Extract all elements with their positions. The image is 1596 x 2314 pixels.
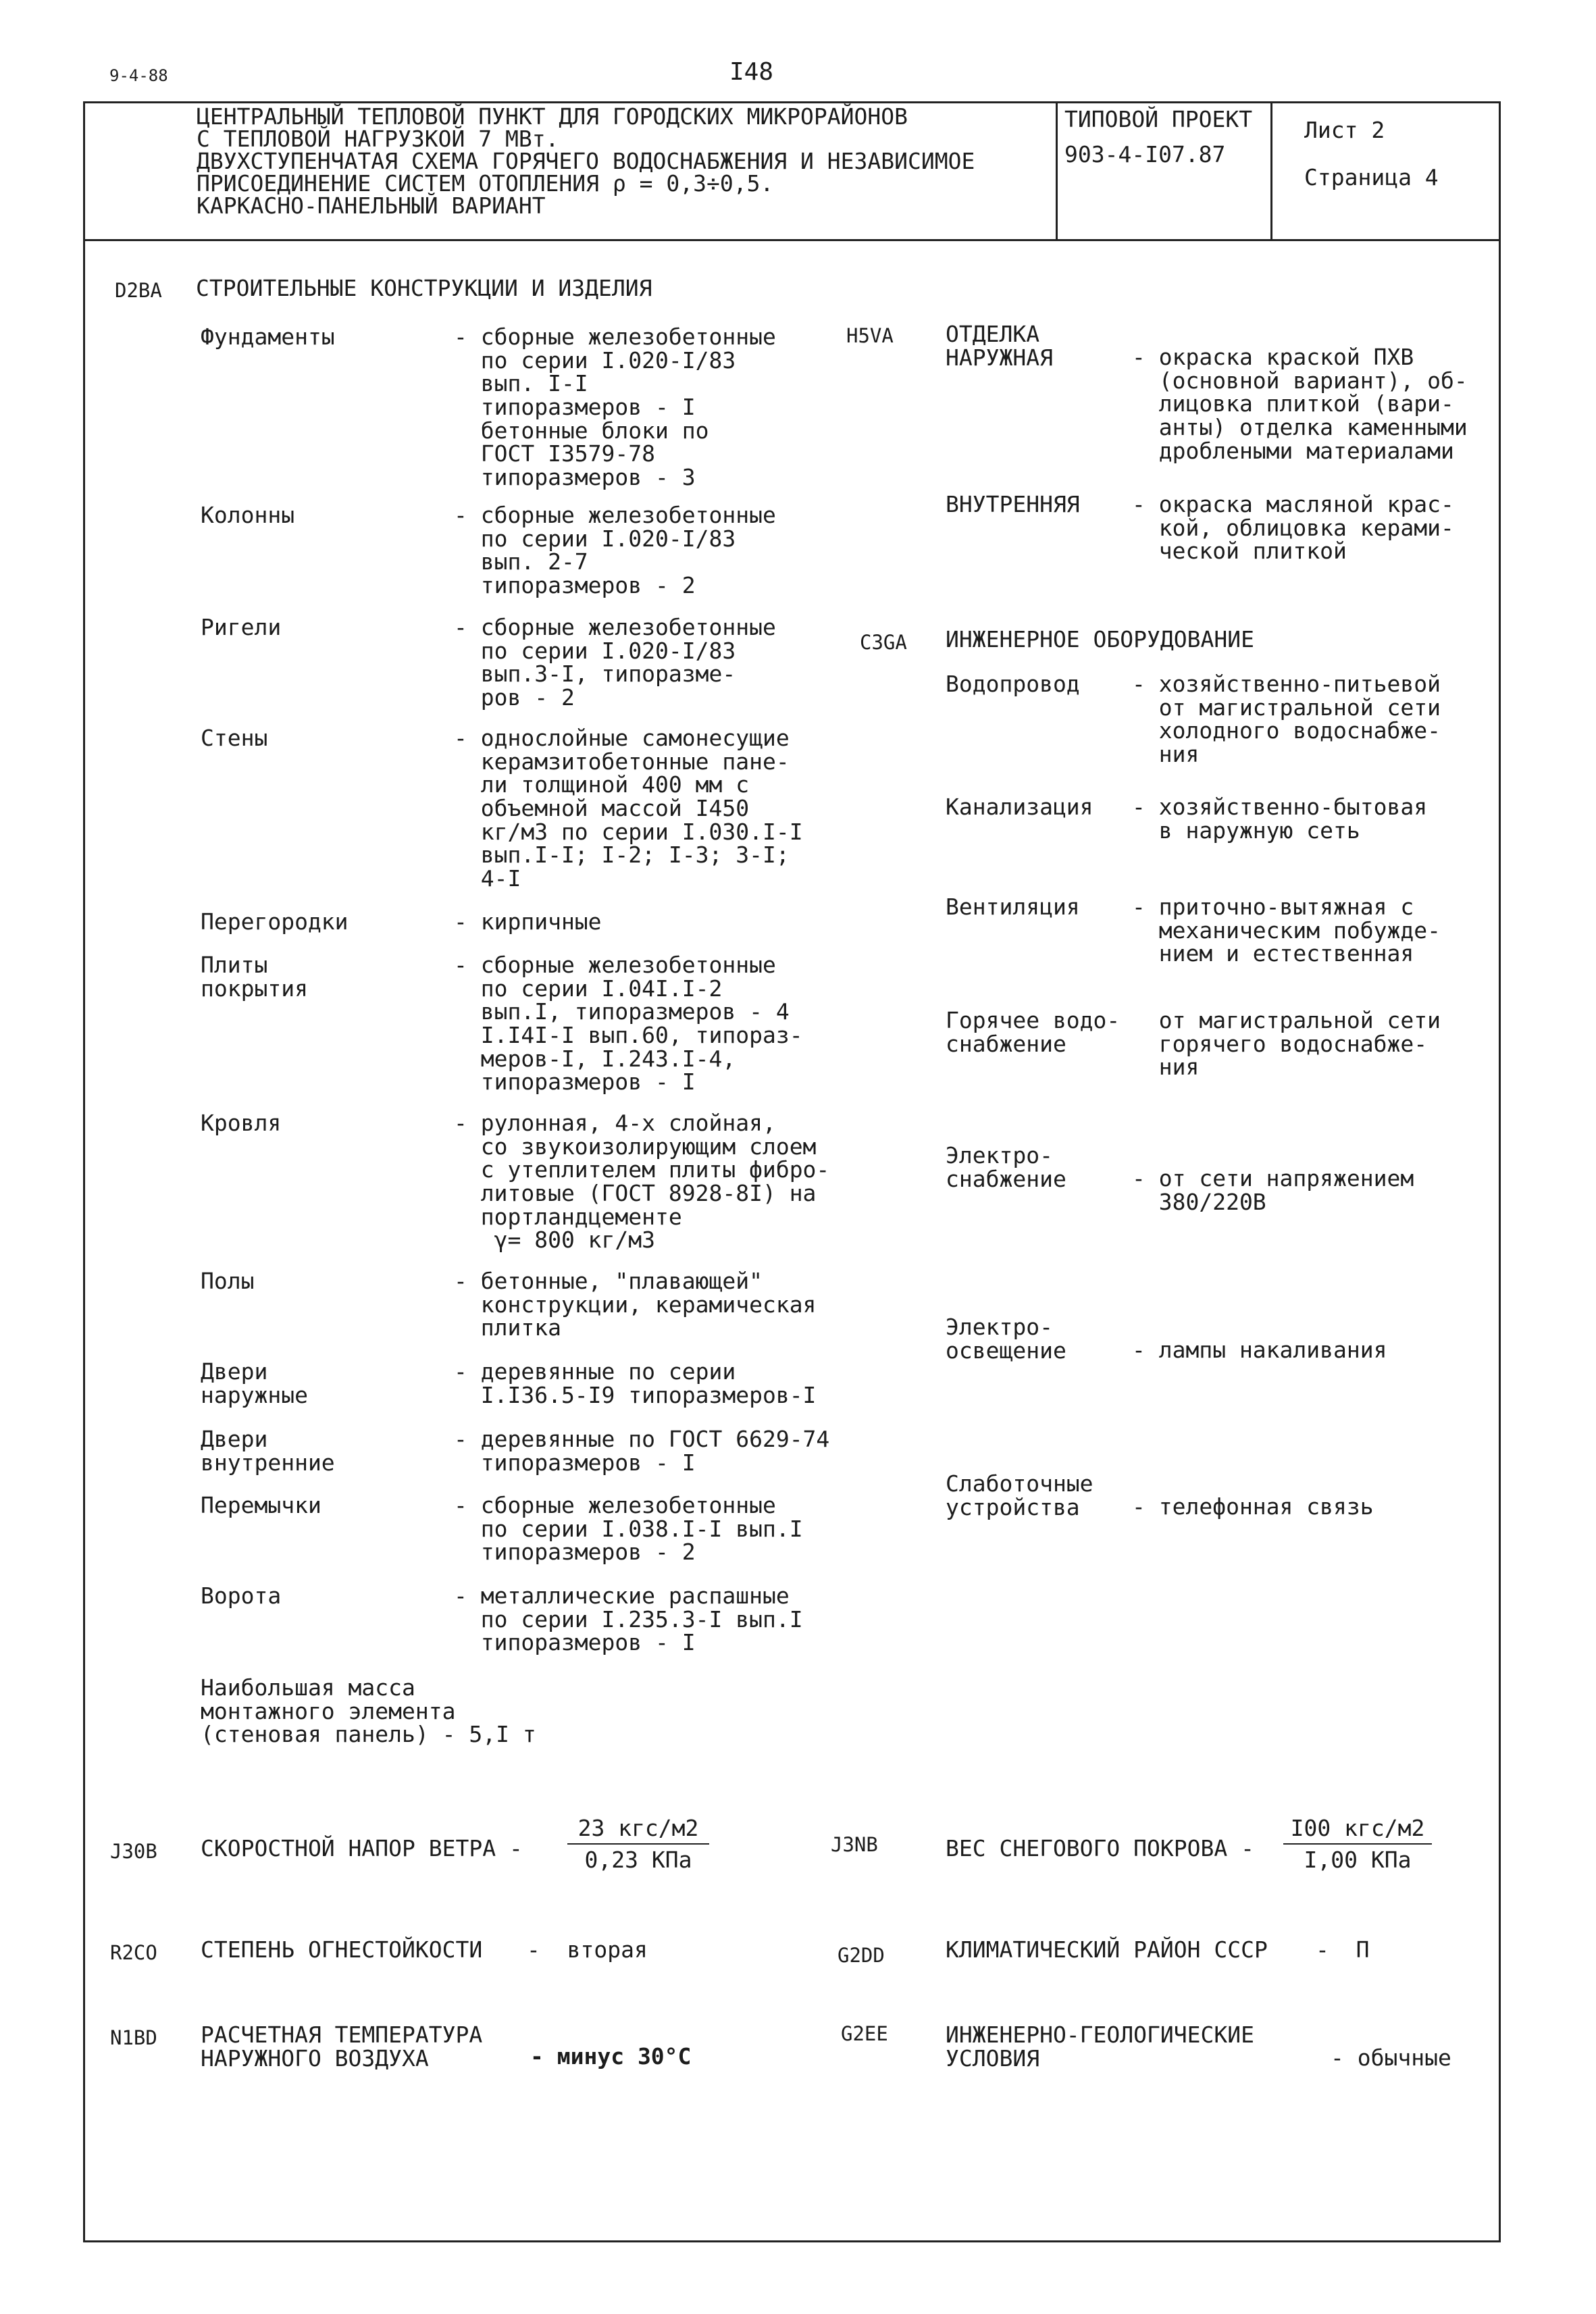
item-value-roof-slabs: - сборные железобетонные по серии I.04I.I-2 вып.I, типоразмеров - 4 I.I4I-I вып.60, типораз- меров-I, I.243.I-4, типоразмеров - I xyxy=(454,952,803,1096)
item-value-gates: - металлические распашные по серии I.235.3-I вып.I типоразмеров - I xyxy=(454,1583,803,1656)
snow-value xyxy=(1283,1817,1432,1872)
section-title-engineering: ИНЖЕНЕРНОЕ ОБОРУДОВАНИЕ xyxy=(946,626,1254,652)
fire-value: - вторая xyxy=(527,1936,648,1963)
finishing-inner-label: ВНУТРЕННЯЯ xyxy=(946,491,1080,517)
item-value-walls: - однослойные самонесущие керамзитобетонные пане- ли толщиной 400 мм с объемной массой I450 кг/м3 по серии I.030.I-I вып.I-I; I-2; I-3; 3-I; 4-I xyxy=(454,725,803,892)
code-snow: J3NB xyxy=(831,1833,878,1856)
item-label-lintels: Перемычки xyxy=(201,1492,321,1518)
sheet-label: Лист 2 xyxy=(1304,117,1385,143)
item-value-beams: - сборные железобетонные по серии I.020-I/83 вып.3-I, типоразме- ров - 2 xyxy=(454,614,776,711)
finishing-outer-label: ОТДЕЛКА НАРУЖНАЯ xyxy=(946,321,1053,371)
item-label-partitions: Перегородки xyxy=(201,908,349,935)
item-label-roofing: Кровля xyxy=(201,1110,282,1136)
geology-label: ИНЖЕНЕРНО-ГЕОЛОГИЧЕСКИЕ УСЛОВИЯ xyxy=(946,2022,1254,2072)
item-label-roof-slabs: Плиты покрытия xyxy=(201,952,308,1002)
item-label-foundations: Фундаменты xyxy=(201,324,335,350)
wind-value-kgs: 23 кгс/м2 xyxy=(567,1817,709,1845)
code-temperature: N1BD xyxy=(110,2026,157,2049)
code-wind: J30B xyxy=(110,1840,157,1863)
section-code-construction: D2BA xyxy=(115,279,162,302)
item-value-floors: - бетонные, "плавающей" конструкции, керамическая плитка xyxy=(454,1268,817,1341)
eng-label-hot-water: Горячее водо- снабжение xyxy=(946,1007,1121,1057)
eng-label-water-supply: Водопровод xyxy=(946,671,1080,697)
eng-label-power-supply: Электро- снабжение xyxy=(946,1142,1066,1192)
finishing-inner-value: - окраска масляной крас- кой, облицовка керами- ческой плиткой xyxy=(1132,491,1454,565)
snow-label: ВЕС СНЕГОВОГО ПОКРОВА - xyxy=(946,1835,1254,1861)
eng-value-ventilation: - приточно-вытяжная с механическим побужде- нием и естественная xyxy=(1132,894,1441,967)
item-value-columns: - сборные железобетонные по серии I.020-I/83 вып. 2-7 типоразмеров - 2 xyxy=(454,502,776,598)
wind-label: СКОРОСТНОЙ НАПОР ВЕТРА - xyxy=(201,1835,523,1861)
eng-label-ventilation: Вентиляция xyxy=(946,894,1080,920)
item-label-beams: Ригели xyxy=(201,614,282,640)
item-label-inner-doors: Двери внутренние xyxy=(201,1426,335,1476)
wind-value-kpa: 0,23 КПа xyxy=(584,1846,692,1873)
eng-value-lighting: - лампы накаливания xyxy=(1132,1337,1387,1363)
code-fire: R2CO xyxy=(110,1941,157,1964)
climate-value: - П xyxy=(1316,1936,1370,1963)
item-value-lintels: - сборные железобетонные по серии I.038.I-I вып.I типоразмеров - 2 xyxy=(454,1492,803,1566)
eng-label-sewerage: Канализация xyxy=(946,794,1093,820)
temperature-label: РАСЧЕТНАЯ ТЕМПЕРАТУРА НАРУЖНОГО ВОЗДУХА xyxy=(201,2022,483,2072)
section-code-finishing: H5VA xyxy=(846,324,894,347)
climate-label: КЛИМАТИЧЕСКИЙ РАЙОН СССР xyxy=(946,1936,1268,1963)
title-block xyxy=(83,101,1501,241)
page-number: I48 xyxy=(729,58,774,86)
item-value-roofing: - рулонная, 4-х слойная, со звукоизолирующим слоем с утеплителем плиты фибро- литовые (ГОСТ 8928-8I) на портландцементе γ= 800 кг/м3 xyxy=(454,1110,830,1254)
eng-value-low-current: - телефонная связь xyxy=(1132,1493,1374,1520)
max-element-mass: Наибольшая масса монтажного элемента (стеновая панель) - 5,I т xyxy=(201,1674,536,1748)
item-label-floors: Полы xyxy=(201,1268,255,1294)
project-number: 903-4-I07.87 xyxy=(1064,141,1226,168)
geology-value: - обычные xyxy=(1331,2045,1451,2071)
wind-value xyxy=(567,1817,709,1872)
item-label-walls: Стены xyxy=(201,725,268,751)
item-value-partitions: - кирпичные xyxy=(454,908,602,935)
section-title-construction: СТРОИТЕЛЬНЫЕ КОНСТРУКЦИИ И ИЗДЕЛИЯ xyxy=(196,275,652,301)
project-label: ТИПОВОЙ ПРОЕКТ xyxy=(1064,106,1253,132)
project-title: ЦЕНТРАЛЬНЫЙ ТЕПЛОВОЙ ПУНКТ ДЛЯ ГОРОДСКИХ МИКРОРАЙОНОВ С ТЕПЛОВОЙ НАГРУЗКОЙ 7 МВт. ДВУХСТУПЕНЧАТАЯ СХЕМА ГОРЯЧЕГО ВОДОСНАБЖЕНИЯ И НЕЗАВИСИМОЕ ПРИСОЕДИНЕНИЕ СИСТЕМ ОТОПЛЕНИЯ ρ = 0,3÷0,5. КАРКАСНО-ПАНЕЛЬНЫЙ ВАРИАНТ xyxy=(197,103,975,219)
eng-value-power-supply: - от сети напряжением 380/220В xyxy=(1132,1165,1414,1215)
eng-value-hot-water: от магистральной сети горячего водоснабже- ния xyxy=(1158,1007,1441,1081)
temperature-value: - минус 30°С xyxy=(530,2043,692,2069)
code-geology: G2EE xyxy=(841,2022,888,2045)
section-code-engineering: C3GA xyxy=(860,631,907,654)
eng-value-water-supply: - хозяйственно-питьевой от магистральной сети холодного водоснабже- ния xyxy=(1132,671,1441,767)
finishing-outer-value: - окраска краской ПХВ (основной вариант), об- лицовка плиткой (вари- анты) отделка каменными дроблеными материалами xyxy=(1132,344,1468,464)
snow-value-kgs: I00 кгс/м2 xyxy=(1283,1817,1432,1845)
code-climate: G2DD xyxy=(838,1944,885,1967)
document-date: 9-4-88 xyxy=(109,66,168,85)
item-label-gates: Ворота xyxy=(201,1583,282,1609)
item-value-foundations: - сборные железобетонные по серии I.020-I/83 вып. I-I типоразмеров - I бетонные блоки по ГОСТ I3579-78 типоразмеров - 3 xyxy=(454,324,776,490)
item-value-inner-doors: - деревянные по ГОСТ 6629-74 типоразмеров - I xyxy=(454,1426,830,1476)
eng-label-lighting: Электро- освещение xyxy=(946,1314,1066,1364)
item-label-columns: Колонны xyxy=(201,502,295,528)
fire-label: СТЕПЕНЬ ОГНЕСТОЙКОСТИ xyxy=(201,1936,483,1963)
item-value-outer-doors: - деревянные по серии I.I36.5-I9 типоразмеров-I xyxy=(454,1358,817,1408)
eng-label-low-current: Слаботочные устройства xyxy=(946,1470,1093,1520)
eng-value-sewerage: - хозяйственно-бытовая в наружную сеть xyxy=(1132,794,1428,844)
snow-value-kpa: I,00 КПа xyxy=(1304,1846,1412,1873)
item-label-outer-doors: Двери наружные xyxy=(201,1358,308,1408)
page-label: Страница 4 xyxy=(1304,164,1439,190)
